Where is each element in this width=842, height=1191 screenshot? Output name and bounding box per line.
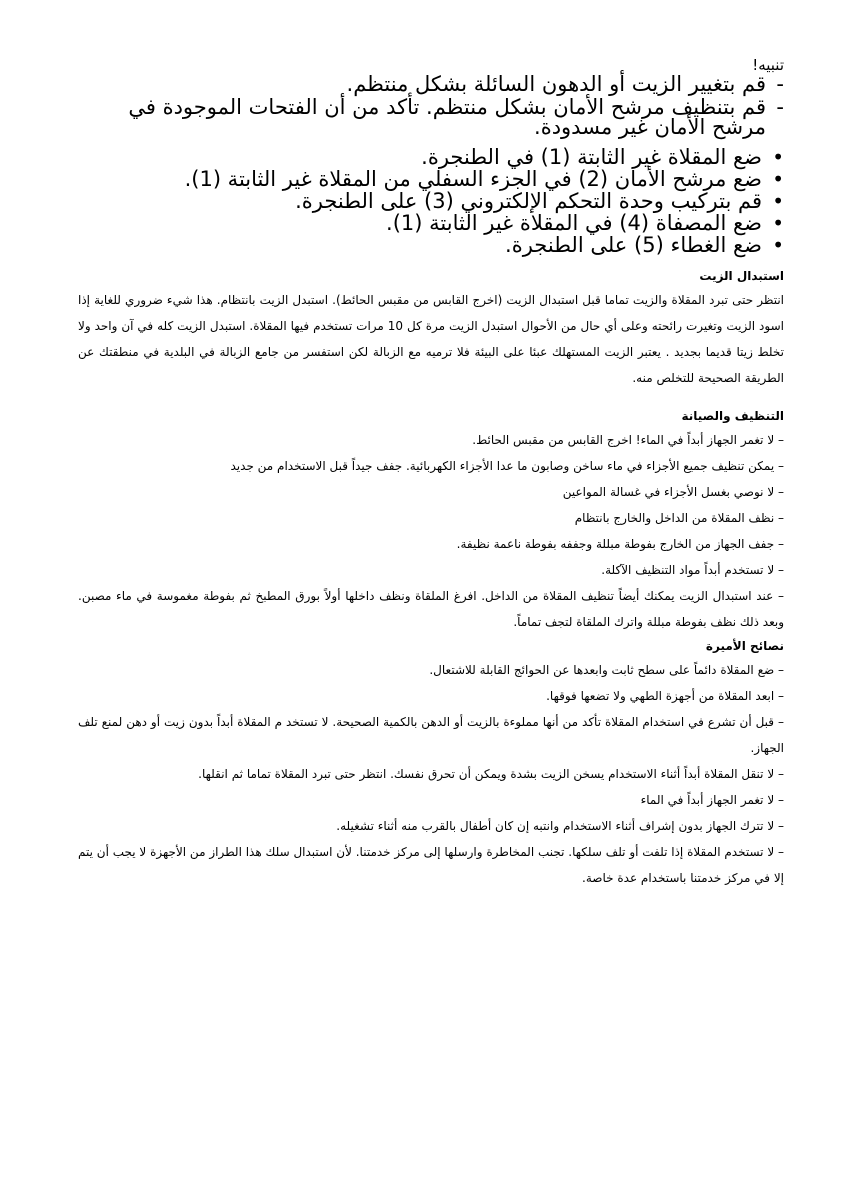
tip-item: – لا تستخدم المقلاة إذا تلفت أو تلف سلكها. تجنب المخاطرة وارسلها إلى مركز خدمتنا. لأن استبدال سلك هذا الطراز من الأجهزة لا يجب أن يتم إلا في مركز خدمتنا باستخدام عدة خاصة. — [78, 839, 784, 891]
warning-title: تنبيه! — [752, 56, 784, 74]
oil-paragraph: انتظر حتى تبرد المقلاة والزيت تماما قبل استبدال الزيت (اخرج القابس من مقبس الحائط). استبدل الزيت بانتظام. هذا شيء ضروري للغاية إذا اسود الزيت وتغيرت رائحته وعلى أي حال من الأحوال استبدل الزيت مرة كل 10 مرات تستخدم فيها المقلاة. استبدل الزيت كله في آن واحد ولا تخلط زيتا قديما بجديد . يعتبر الزيت المستهلك عبئا على البيئة فلا ترميه مع الزبالة لكن استفسر من جامع الزبالة في البلدية في منطقتك عن الطريقة الصحيحة للتخلص منه. — [78, 293, 784, 385]
tip-item: – لا تنقل المقلاة أبداً أثناء الاستخدام يسخن الزيت بشدة ويمكن أن تحرق نفسك. انتظر حتى تبرد المقلاة تماما ثم انقلها. — [78, 761, 784, 787]
document-page — [78, 56, 784, 891]
warning-dash-item: - قم بتنظيف مرشح الأمان بشكل منتظم. تأكد من أن الفتحات الموجودة في مرشح الأمان غير مسدودة. — [78, 97, 784, 137]
tips-section-title: نصائح الأميرة — [705, 639, 784, 653]
warning-dash-item: - قم بتغيير الزيت أو الدهون السائلة بشكل منتظم. — [78, 74, 784, 94]
assembly-step: • قم بتركيب وحدة التحكم الإلكتروني (3) على الطنجرة. — [78, 191, 784, 211]
tip-item: – لا تغمر الجهاز أبداً في الماء — [78, 787, 784, 813]
cleaning-item: – يمكن تنظيف جميع الأجزاء في ماء ساخن وصابون ما عدا الأجزاء الكهربائية. جفف جيداً قبل الاستخدام من جديد — [78, 453, 784, 479]
cleaning-item: – لا تستخدم أبداً مواد التنظيف الآكلة. — [78, 557, 784, 583]
cleaning-item: – جفف الجهاز من الخارج بفوطة مبللة وجففه بفوطة ناعمة نظيفة. — [78, 531, 784, 557]
assembly-step: • ضع الغطاء (5) على الطنجرة. — [78, 235, 784, 255]
tip-item: – لا تترك الجهاز بدون إشراف أثناء الاستخدام وانتبه إن كان أطفال بالقرب منه أثناء تشغيله. — [78, 813, 784, 839]
cleaning-item: – لا نوصي بغسل الأجزاء في غسالة المواعين — [78, 479, 784, 505]
cleaning-item: – نظف المقلاة من الداخل والخارج بانتظام — [78, 505, 784, 531]
assembly-step: • ضع المصفاة (4) في المقلاة غير الثابتة (1). — [78, 213, 784, 233]
tips-list — [78, 657, 784, 891]
cleaning-section-title: التنظيف والصيانة — [681, 409, 784, 423]
tip-item: – ابعد المقلاة من أجهزة الطهي ولا تضعها فوقها. — [78, 683, 784, 709]
tip-item: – ضع المقلاة دائماً على سطح ثابت وابعدها عن الحوائج القابلة للاشتعال. — [78, 657, 784, 683]
cleaning-item: – عند استبدال الزيت يمكنك أيضاً تنظيف المقلاة من الداخل. افرغ الملقاة ونظف داخلها أولاً بورق المطبخ ثم بفوطة مغموسة في ماء مصبن. وبعد ذلك نظف بفوطة مبللة واترك الملقاة لتجف تماماً. — [78, 583, 784, 635]
assembly-step: • ضع المقلاة غير الثابتة (1) في الطنجرة. — [78, 147, 784, 167]
assembly-step: • ضع مرشح الأمان (2) في الجزء السفلي من المقلاة غير الثابتة (1). — [78, 169, 784, 189]
cleaning-list — [78, 427, 784, 635]
tip-item: – قبل أن تشرع في استخدام المقلاة تأكد من أنها مملوءة بالزيت أو الدهن بالكمية الصحيحة. لا تستخد م المقلاة أبداً بدون زيت أو دهن لمنع تلف الجهاز. — [78, 709, 784, 761]
assembly-steps-list — [78, 147, 784, 255]
cleaning-item: – لا تغمر الجهاز أبداً في الماء! اخرج القابس من مقبس الحائط. — [78, 427, 784, 453]
warning-dash-list — [78, 74, 784, 137]
oil-section-title: استبدال الزيت — [699, 269, 784, 283]
